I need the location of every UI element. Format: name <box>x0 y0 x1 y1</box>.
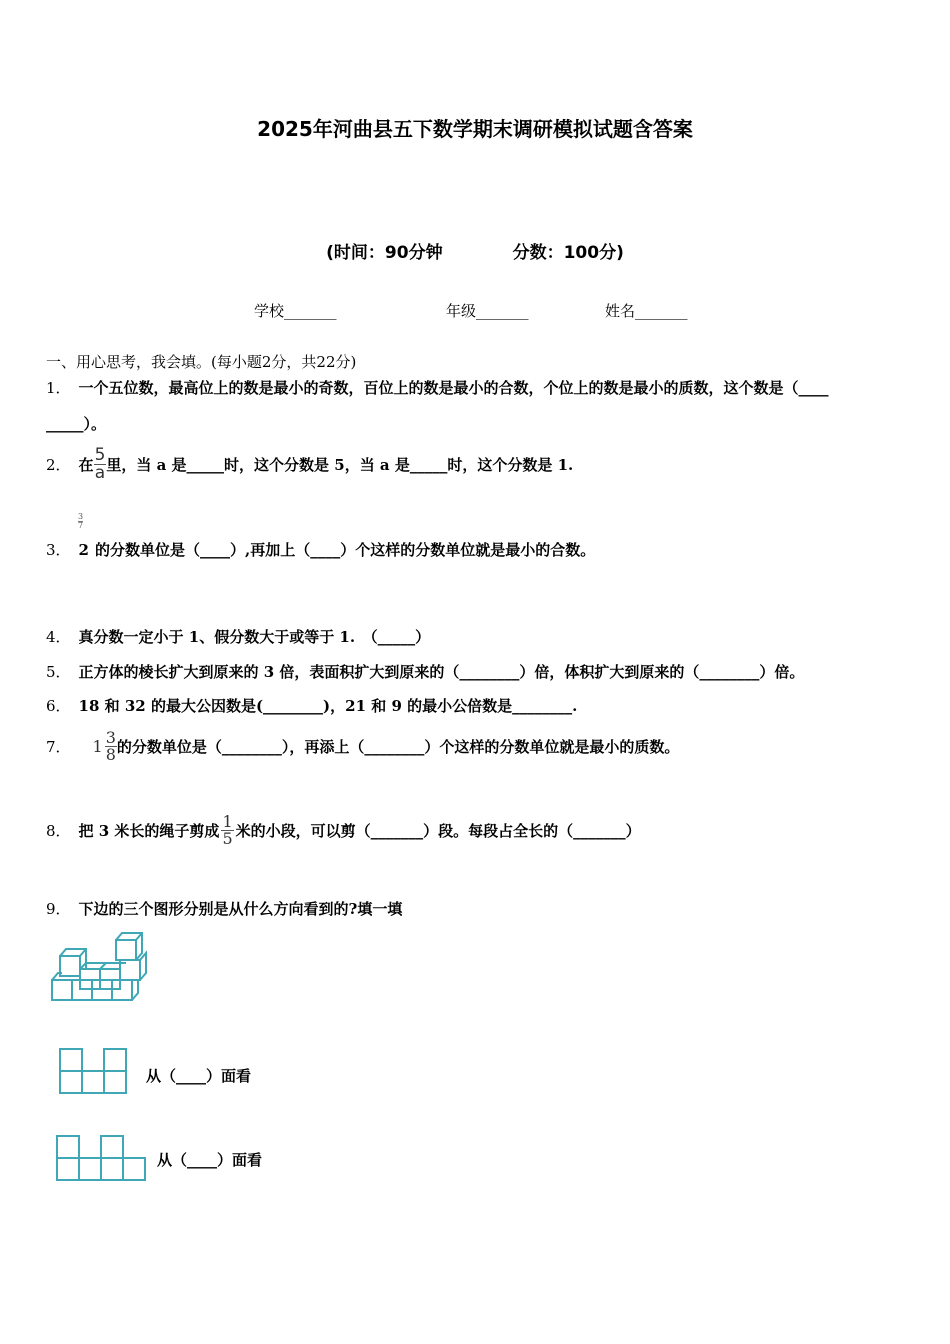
exam-header <box>0 238 950 263</box>
fraction <box>221 814 233 847</box>
view-figure-2 <box>54 1133 150 1183</box>
question-8 <box>46 814 641 847</box>
question-text: 的分数单位是（________），再添上（________）个这样的分数单位就是最小的质数。 <box>116 738 680 756</box>
question-1-continued <box>46 413 106 434</box>
question-text: 在 <box>78 456 94 474</box>
fraction-denominator: 8 <box>105 745 116 764</box>
section-heading: 一、用心思考，我会填。(每小题2分，共22分) <box>46 353 357 371</box>
question-text: 米的小段，可以剪（_______）段。每段占全长的（_______） <box>235 822 641 840</box>
question-text: 下边的三个图形分别是从什么方向看到的?填一填 <box>78 900 403 918</box>
question-3 <box>46 539 595 560</box>
name-field: 姓名_______ <box>605 302 688 320</box>
question-6 <box>46 695 577 716</box>
question-text: 正方体的棱长扩大到原来的 3 倍，表面积扩大到原来的（________）倍，体积扩大到原来的（________）倍。 <box>78 663 805 681</box>
question-number: 9． <box>46 900 71 918</box>
small-fraction <box>78 513 83 530</box>
view-1-label <box>146 1065 251 1086</box>
question-number: 2． <box>46 456 71 474</box>
mixed-number-whole: 2 <box>78 541 89 559</box>
question-5 <box>46 661 804 682</box>
grade-field: 年级_______ <box>446 302 529 320</box>
question-4 <box>46 626 430 647</box>
fraction-denominator: a <box>94 463 106 483</box>
question-number: 7． <box>46 738 71 756</box>
school-field: 学校_______ <box>254 302 337 320</box>
fraction-numerator: 3 <box>78 512 84 521</box>
question-number: 8． <box>46 822 71 840</box>
question-9 <box>46 898 402 919</box>
score-label: 分数：100分) <box>512 243 624 263</box>
cube-stack-figure <box>48 928 158 1004</box>
question-text: 从（____）面看 <box>146 1067 252 1085</box>
question-text: 把 3 米长的绳子剪成 <box>78 822 220 840</box>
question-text: _____）。 <box>46 415 107 433</box>
question-text: 从（____）面看 <box>157 1151 263 1169</box>
question-number: 5． <box>46 663 71 681</box>
fraction-denominator: 7 <box>78 521 84 530</box>
fraction-denominator: 5 <box>222 829 233 848</box>
fraction-numerator: 3 <box>105 728 116 747</box>
fraction <box>105 730 117 763</box>
page-title: 2025年河曲县五下数学期末调研模拟试题含答案 <box>257 117 693 141</box>
question-text: 一个五位数，最高位上的数是最小的奇数，百位上的数是最小的合数，个位上的数是最小的质数，这个数是（____ <box>78 379 829 397</box>
fraction-numerator: 1 <box>222 812 233 831</box>
time-label: (时间：90分钟 <box>326 243 443 263</box>
question-text: 18 和 32 的最大公因数是(________)，21 和 9 的最小公倍数是________. <box>78 697 578 715</box>
question-1 <box>46 377 829 398</box>
question-text: 里，当 a 是_____时，这个分数是 5，当 a 是_____时，这个分数是 1. <box>106 456 574 474</box>
question-number: 4． <box>46 628 71 646</box>
question-number: 6． <box>46 697 71 715</box>
question-text: 的分数单位是（____）,再加上（____）个这样的分数单位就是最小的合数。 <box>94 541 596 559</box>
view-2-label <box>157 1149 262 1170</box>
mixed-number-whole: 1 <box>92 737 103 756</box>
question-2 <box>46 447 573 482</box>
question-7 <box>46 730 679 763</box>
question-text: 真分数一定小于 1、假分数大于或等于 1. （_____） <box>78 628 431 646</box>
view-figure-1 <box>57 1046 131 1096</box>
fraction-numerator: 5 <box>94 445 106 465</box>
question-number: 3． <box>46 541 71 559</box>
question-number: 1． <box>46 379 71 397</box>
fraction <box>94 447 107 482</box>
